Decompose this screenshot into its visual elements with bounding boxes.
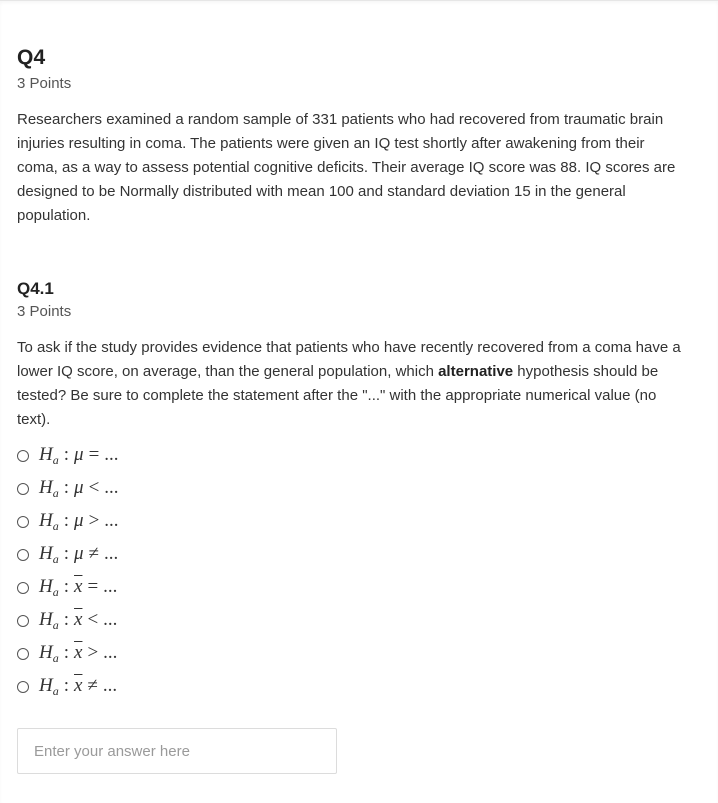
option-xbar-greater[interactable] (17, 637, 119, 670)
option-mu-not-equal[interactable] (17, 538, 119, 571)
answer-options (17, 439, 119, 703)
radio-button[interactable] (17, 450, 29, 462)
question-text: Researchers examined a random sample of 331 patients who had recovered from traumatic brain injuries resulting in coma. The patients were given an IQ test shortly after awakening from their coma, as a way to assess potential cognitive deficits. Their average IQ score was 88. IQ scores are designed to be Normally distributed with mean 100 and standard deviation 15 in the general population. (17, 111, 676, 224)
option-mu-less[interactable] (17, 472, 119, 505)
hypothesis-expression: $H_a$ : $\overline{x}$ ≠ ... (39, 674, 118, 698)
radio-button[interactable] (17, 681, 29, 693)
hypothesis-expression: $H_a$ : $\overline{x}$ < ... (39, 608, 118, 632)
radio-button[interactable] (17, 648, 29, 660)
question-title: Q4 (17, 46, 46, 69)
question-points: 3 Points (17, 75, 72, 92)
radio-button[interactable] (17, 615, 29, 627)
answer-input[interactable] (17, 728, 337, 774)
option-mu-greater[interactable] (17, 505, 119, 538)
option-xbar-equal[interactable] (17, 571, 119, 604)
prompt-text-end: hypothesis should be tested? Be sure to complete the statement after the "..." with the appropriate numerical value (no text). (17, 363, 659, 428)
hypothesis-expression: $H_a$ : μ > ... (39, 509, 119, 533)
prompt-text-start: To ask if the study provides evidence that patients who have recently recovered from a coma have a lower IQ score, on average, than the general population, which (17, 339, 681, 380)
subquestion-title: Q4.1 (17, 279, 54, 298)
subquestion-prompt (17, 336, 689, 432)
hypothesis-expression: $H_a$ : μ < ... (39, 476, 119, 500)
option-xbar-not-equal[interactable] (17, 670, 119, 703)
radio-button[interactable] (17, 582, 29, 594)
hypothesis-expression: $H_a$ : μ ≠ ... (39, 542, 119, 566)
hypothesis-expression: $H_a$ : μ = ... (39, 443, 119, 467)
radio-button[interactable] (17, 483, 29, 495)
option-mu-equal[interactable] (17, 439, 119, 472)
prompt-bold-word: alternative (438, 363, 514, 380)
hypothesis-expression: $H_a$ : $\overline{x}$ = ... (39, 575, 118, 599)
option-xbar-less[interactable] (17, 604, 119, 637)
radio-button[interactable] (17, 516, 29, 528)
radio-button[interactable] (17, 549, 29, 561)
hypothesis-expression: $H_a$ : $\overline{x}$ > ... (39, 641, 118, 665)
subquestion-points: 3 Points (17, 303, 72, 320)
